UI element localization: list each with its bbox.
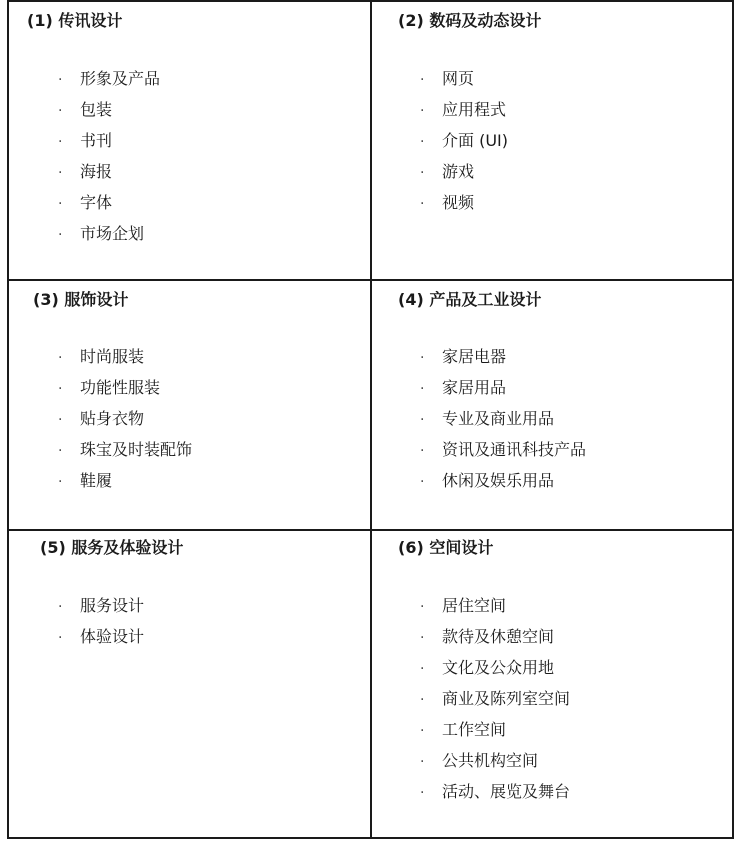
list-item <box>58 161 112 183</box>
table-border-left <box>7 0 9 839</box>
list-item-label: 海报 <box>80 162 113 181</box>
bullet-icon: · <box>58 443 63 459</box>
list-item <box>58 68 160 90</box>
bullet-icon: · <box>420 474 425 490</box>
list-item <box>420 192 474 214</box>
bullet-icon: · <box>58 72 63 88</box>
list-item <box>58 130 112 152</box>
list-item <box>420 99 506 121</box>
bullet-icon: · <box>420 661 425 677</box>
list-item-label: 体验设计 <box>80 627 145 646</box>
list-item-label: 资讯及通讯科技产品 <box>442 440 587 459</box>
list-item-label: 服务设计 <box>80 596 145 615</box>
bullet-icon: · <box>420 599 425 615</box>
bullet-icon: · <box>420 165 425 181</box>
list-item <box>420 408 554 430</box>
list-item <box>420 750 538 772</box>
bullet-icon: · <box>420 103 425 119</box>
list-item <box>58 626 144 648</box>
cell-title: (3) 服饰设计 <box>33 290 129 309</box>
bullet-icon: · <box>58 381 63 397</box>
list-item <box>58 377 160 399</box>
list-item <box>420 688 570 710</box>
list-item <box>58 223 144 245</box>
cell-title: (5) 服务及体验设计 <box>40 538 184 557</box>
bullet-icon: · <box>420 72 425 88</box>
bullet-icon: · <box>420 381 425 397</box>
list-item-label: 形象及产品 <box>80 69 161 88</box>
table-border-top <box>7 0 734 2</box>
bullet-icon: · <box>58 134 63 150</box>
list-item-label: 视频 <box>442 193 475 212</box>
list-item-label: 居住空间 <box>442 596 507 615</box>
bullet-icon: · <box>420 785 425 801</box>
list-item <box>58 470 112 492</box>
list-item <box>420 439 586 461</box>
bullet-icon: · <box>58 599 63 615</box>
list-item-label: 公共机构空间 <box>442 751 539 770</box>
bullet-icon: · <box>58 196 63 212</box>
list-item <box>420 470 554 492</box>
cell-title: (6) 空间设计 <box>398 538 494 557</box>
list-item-label: 珠宝及时装配饰 <box>80 440 193 459</box>
bullet-icon: · <box>420 443 425 459</box>
bullet-icon: · <box>420 754 425 770</box>
list-item <box>420 719 506 741</box>
list-item <box>420 68 474 90</box>
list-item-label: 活动、展览及舞台 <box>442 782 571 801</box>
list-item-label: 贴身衣物 <box>80 409 145 428</box>
list-item-label: 专业及商业用品 <box>442 409 555 428</box>
table-border-bottom <box>7 837 734 839</box>
list-item-label: 包装 <box>80 100 113 119</box>
list-item-label: 家居用品 <box>442 378 507 397</box>
list-item <box>420 130 508 152</box>
bullet-icon: · <box>420 692 425 708</box>
list-item-label: 字体 <box>80 193 113 212</box>
bullet-icon: · <box>58 103 63 119</box>
bullet-icon: · <box>58 630 63 646</box>
list-item <box>420 781 570 803</box>
cell-title: (1) 传讯设计 <box>27 11 123 30</box>
list-item-label: 书刊 <box>80 131 113 150</box>
bullet-icon: · <box>420 350 425 366</box>
list-item-label: 网页 <box>442 69 475 88</box>
list-item <box>58 346 144 368</box>
list-item <box>58 99 112 121</box>
list-item-label: 休闲及娱乐用品 <box>442 471 555 490</box>
list-item <box>58 408 144 430</box>
list-item <box>420 377 506 399</box>
table-border-middle <box>370 0 372 839</box>
bullet-icon: · <box>58 165 63 181</box>
bullet-icon: · <box>420 196 425 212</box>
list-item <box>420 161 474 183</box>
list-item <box>58 439 192 461</box>
bullet-icon: · <box>420 134 425 150</box>
cell-title: (2) 数码及动态设计 <box>398 11 542 30</box>
list-item <box>420 346 506 368</box>
list-item <box>420 657 554 679</box>
list-item <box>420 626 554 648</box>
list-item-label: 时尚服装 <box>80 347 145 366</box>
list-item-label: 工作空间 <box>442 720 507 739</box>
bullet-icon: · <box>420 412 425 428</box>
list-item-label: 鞋履 <box>80 471 113 490</box>
table-border-right <box>732 0 734 839</box>
bullet-icon: · <box>58 350 63 366</box>
list-item-label: 应用程式 <box>442 100 507 119</box>
list-item-label: 游戏 <box>442 162 475 181</box>
table-border-row1 <box>7 279 734 281</box>
list-item-label: 市场企划 <box>80 224 145 243</box>
list-item-label: 文化及公众用地 <box>442 658 555 677</box>
list-item <box>420 595 506 617</box>
table-border-row2 <box>7 529 734 531</box>
list-item <box>58 595 144 617</box>
list-item-label: 介面 (UI) <box>442 131 509 150</box>
list-item-label: 商业及陈列室空间 <box>442 689 571 708</box>
bullet-icon: · <box>420 630 425 646</box>
cell-title: (4) 产品及工业设计 <box>398 290 542 309</box>
list-item-label: 家居电器 <box>442 347 507 366</box>
list-item-label: 款待及休憩空间 <box>442 627 555 646</box>
bullet-icon: · <box>420 723 425 739</box>
bullet-icon: · <box>58 474 63 490</box>
list-item-label: 功能性服装 <box>80 378 161 397</box>
list-item <box>58 192 112 214</box>
bullet-icon: · <box>58 412 63 428</box>
bullet-icon: · <box>58 227 63 243</box>
